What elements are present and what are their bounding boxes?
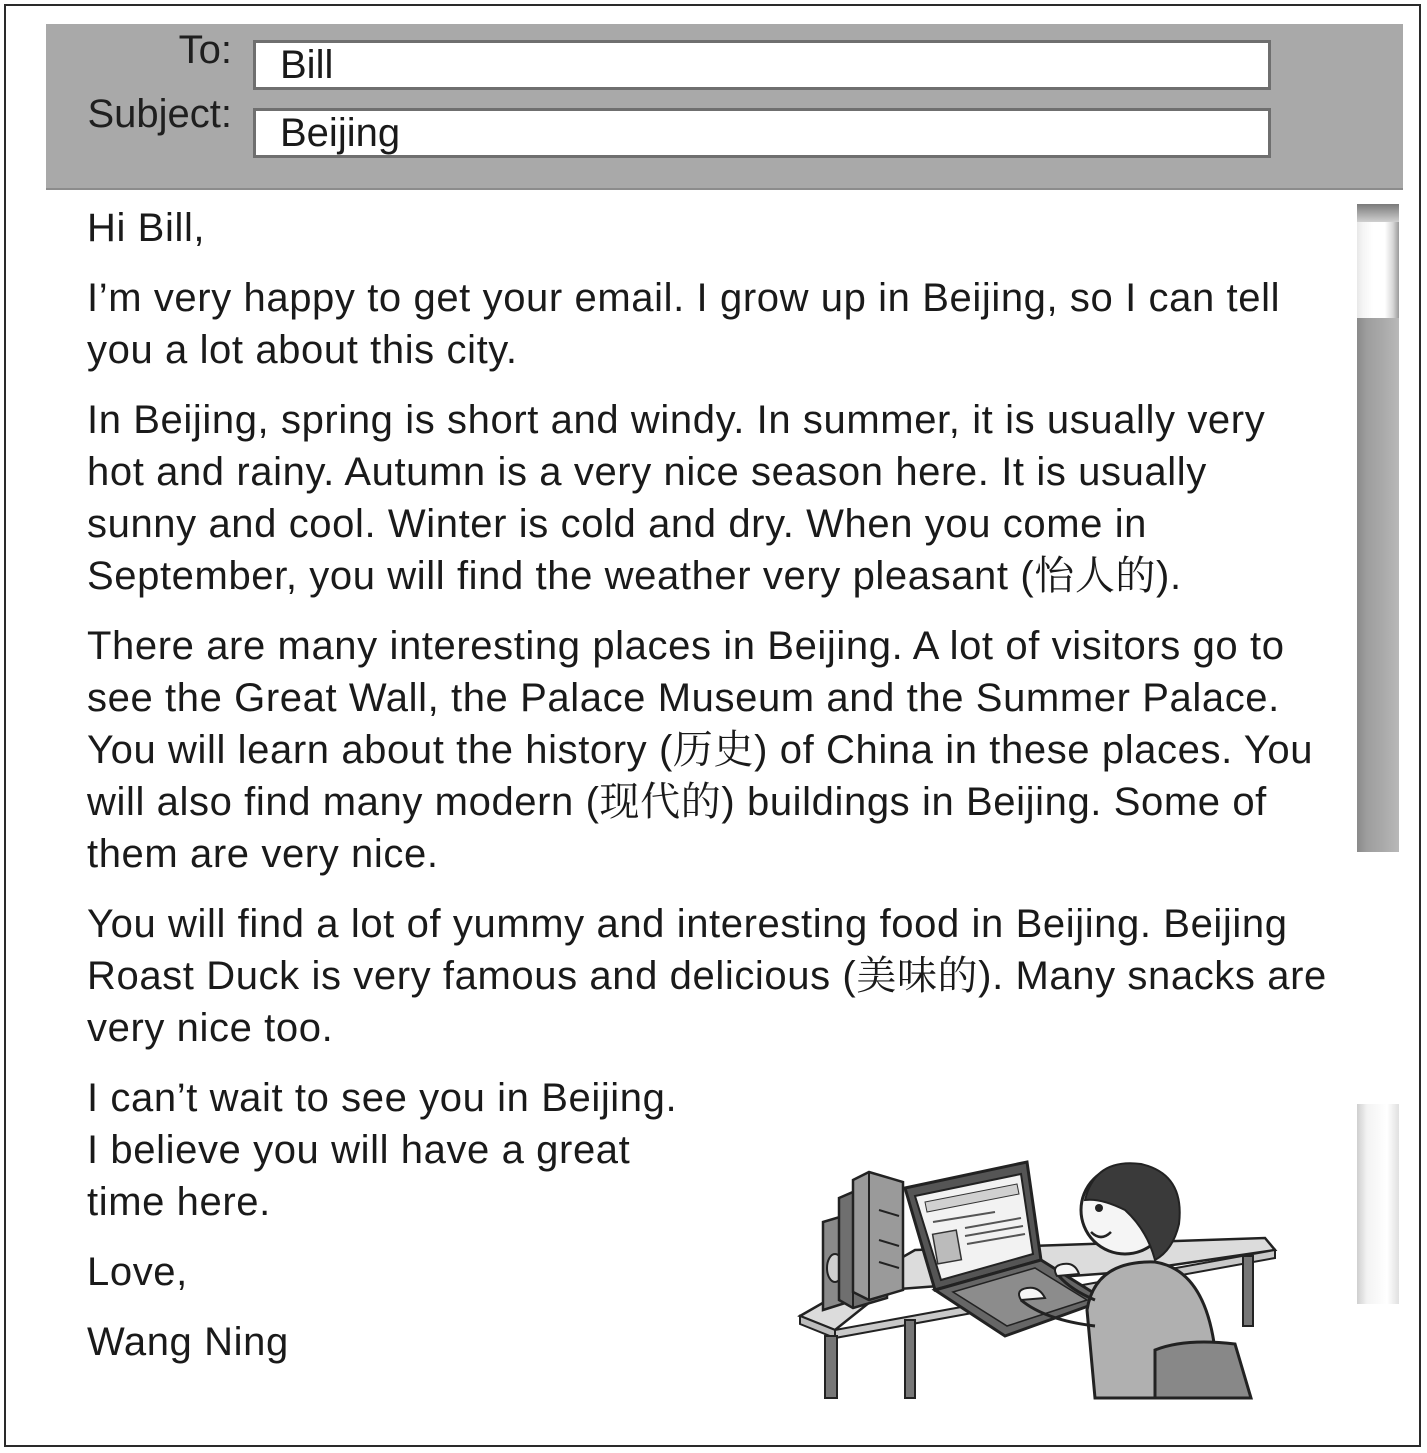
scrollbar-track-top[interactable] (1357, 204, 1399, 318)
paragraph: There are many interesting places in Beijing. A lot of visitors go to see the Great Wall, the Palace Museum and the Summer Palace. You will learn about the history (历史) of China in these places. You will also find many modern (现代的) buildings in Beijing. Some of them are very nice. (87, 624, 1314, 876)
paragraph: You will find a lot of yummy and interesting food in Beijing. Beijing Roast Duck is very famous and delicious (美味的). Many snacks are very nice too. (87, 902, 1327, 1050)
paragraph: In Beijing, spring is short and windy. In summer, it is usually very hot and rainy. Autumn is a very nice season here. It is usually sunny and cool. Winter is cold and dry. When you come in September, you will find the weather very pleasant (怡人的). (87, 398, 1266, 598)
closing-line: I can’t wait to see you in Beijing. (87, 1076, 678, 1120)
subject-field[interactable]: Beijing (253, 108, 1271, 158)
scrollbar-thumb[interactable] (1357, 318, 1399, 852)
greeting: Hi Bill, (87, 206, 206, 250)
closing-line: I believe you will have a great (87, 1128, 631, 1172)
closing-line: time here. (87, 1180, 271, 1224)
girl-at-laptop-icon (795, 1150, 1285, 1400)
paragraph: I’m very happy to get your email. I grow up in Beijing, so I can tell you a lot about this city. (87, 276, 1281, 372)
to-label: To: (178, 28, 232, 72)
scrollbar-track-bottom[interactable] (1357, 1104, 1399, 1304)
signature: Wang Ning (87, 1320, 289, 1364)
closing-paragraph (87, 1072, 777, 1228)
vertical-scrollbar[interactable] (1357, 204, 1399, 1304)
subject-label: Subject: (87, 92, 232, 136)
to-field[interactable]: Bill (253, 40, 1271, 90)
signoff: Love, (87, 1250, 188, 1294)
